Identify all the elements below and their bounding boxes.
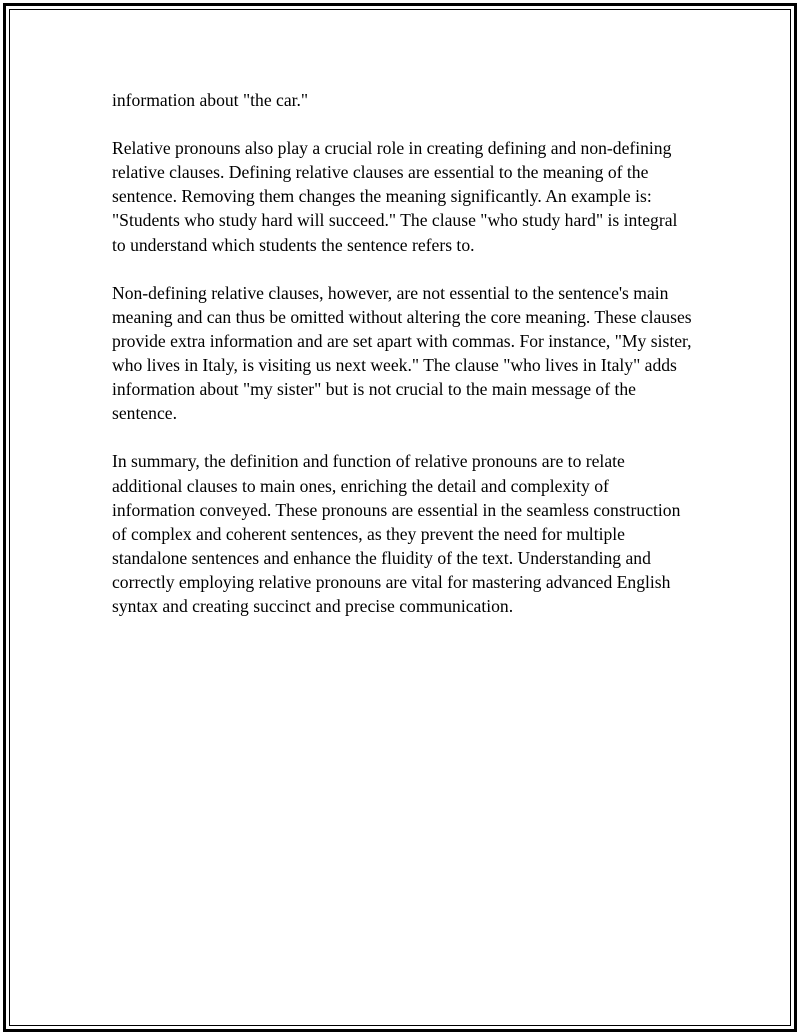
- paragraph-summary: In summary, the definition and function of relative pronouns are to relate additional clauses to main ones, enriching the detail and complexity of information conveyed. These pronouns are essential in the seamless construction of complex and coherent sentences, as they prevent the need for multiple standalone sentences and enhance the fluidity of the text. Understanding and correctly employing relative pronouns are vital for mastering advanced English syntax and creating succinct and precise communication.: [112, 451, 681, 616]
- paragraph-non-defining-clauses: Non-defining relative clauses, however, are not essential to the sentence's main meaning and can thus be omitted without altering the core meaning. These clauses provide extra information and are set apart with commas. For instance, "My sister, who lives in Italy, is visiting us next week." The clause "who lives in Italy" adds information about "my sister" but is not crucial to the main message of the sentence.: [112, 282, 692, 424]
- paragraph-continuation: information about "the car.": [112, 90, 309, 110]
- document-body: [112, 88, 692, 618]
- paragraph-defining-clauses: Relative pronouns also play a crucial role in creating defining and non-defining relative clauses. Defining relative clauses are essential to the meaning of the sentence. Removing them changes the meaning significantly. An example is: "Students who study hard will succeed." The clause "who study hard" is integral to understand which students the sentence refers to.: [112, 138, 678, 255]
